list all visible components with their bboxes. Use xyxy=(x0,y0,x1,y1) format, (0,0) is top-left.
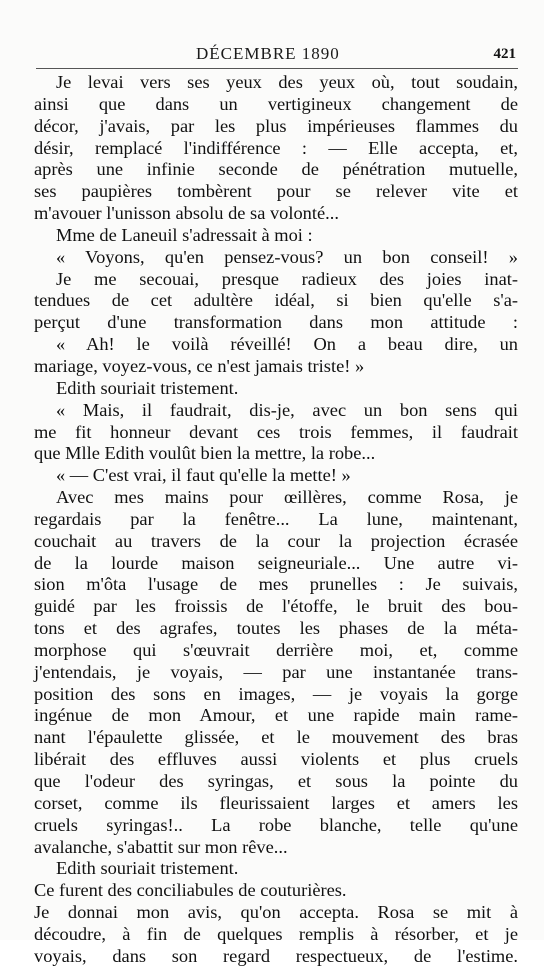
text-line: regardais par la fenêtre... La lune, maintenant, xyxy=(34,508,518,529)
text-line: me fit honneur devant ces trois femmes, il faudrait xyxy=(34,421,518,442)
page-number: 421 xyxy=(493,46,516,62)
text-line: Mme de Laneuil s'adressait à moi : xyxy=(56,224,313,245)
text-line: guidé par les froissis de l'étoffe, le bruit des bou- xyxy=(34,596,518,617)
running-head: DÉCEMBRE 1890 xyxy=(196,44,340,63)
text-line: tendues de cet adultère idéal, si bien qu'elle s'a- xyxy=(34,290,518,311)
text-line: « Ah! le voilà réveillé! On a beau dire, un xyxy=(56,334,518,355)
text-line: j'entendais, je voyais, — par une instantanée trans- xyxy=(34,661,518,682)
text-line: « Voyons, qu'en pensez-vous? un bon conseil! » xyxy=(56,246,518,267)
text-line: couchait au travers de la cour la projection écrasée xyxy=(34,530,518,551)
text-line: mariage, voyez-vous, ce n'est jamais triste! » xyxy=(34,355,365,376)
header-rule xyxy=(36,68,518,69)
text-line: morphose qui s'œuvrait derrière moi, et, comme xyxy=(34,639,518,660)
text-line: avalanche, s'abattit sur mon rêve... xyxy=(34,836,288,857)
text-line: « Mais, il faudrait, dis-je, avec un bon sens qui xyxy=(56,399,518,420)
text-line: libérait des effluves aussi violents et plus cruels xyxy=(34,749,518,770)
text-line: Je donnai mon avis, qu'on accepta. Rosa se mit à xyxy=(34,902,518,923)
text-line: découdre, à fin de quelques remplis à résorber, et je xyxy=(34,923,518,944)
text-line: Avec mes mains pour œillères, comme Rosa, je xyxy=(56,487,518,508)
text-line: de la lourde maison seigneuriale... Une autre vi- xyxy=(34,552,518,573)
text-line: cruels syringas!.. La robe blanche, telle qu'une xyxy=(34,814,518,835)
text-line: ingénue de mon Amour, et une rapide main rame- xyxy=(34,705,518,726)
text-line: tons et des agrafes, toutes les phases de la méta- xyxy=(34,618,518,639)
text-line: sion m'ôta l'usage de mes prunelles : Je suivais, xyxy=(34,574,518,595)
text-line: corset, comme ils fleurissaient larges et amers les xyxy=(34,792,518,813)
text-line: que Mlle Edith voulût bien la mettre, la robe... xyxy=(34,443,376,464)
text-line: nant l'épaulette glissée, et le mouvement des bras xyxy=(34,727,518,748)
text-line: Edith souriait tristement. xyxy=(56,858,239,879)
text-line: Je me secouai, presque radieux des joies inat- xyxy=(56,268,518,289)
text-line: ses paupières tombèrent pour se relever vite et xyxy=(34,181,518,202)
text-line: position des sons en images, — je voyais la gorge xyxy=(34,683,518,704)
text-line: « — C'est vrai, il faut qu'elle la mette! » xyxy=(56,465,351,486)
text-line: voyais, dans son regard respectueux, de l'estime. xyxy=(34,945,518,966)
text-line: que l'odeur des syringas, et sous la pointe du xyxy=(34,771,518,791)
page-header xyxy=(36,44,516,66)
text-line: Je levai vers ses yeux des yeux où, tout soudain, xyxy=(56,72,518,92)
text-line: désir, remplacé l'indifférence : — Elle accepta, et, xyxy=(34,137,518,158)
text-line: perçut d'une transformation dans mon attitude : xyxy=(34,312,518,333)
text-line: Ce furent des conciliabules de couturières. xyxy=(34,880,347,901)
text-line: après une infinie seconde de pénétration mutuelle, xyxy=(34,159,518,180)
text-line: Edith souriait tristement. xyxy=(56,377,239,398)
text-line: décor, j'avais, par les plus impérieuses flammes du xyxy=(34,115,518,136)
body-text xyxy=(34,72,518,968)
text-line: m'avouer l'unisson absolu de sa volonté... xyxy=(34,203,339,224)
text-line: ainsi que dans un vertigineux changement de xyxy=(34,93,518,114)
